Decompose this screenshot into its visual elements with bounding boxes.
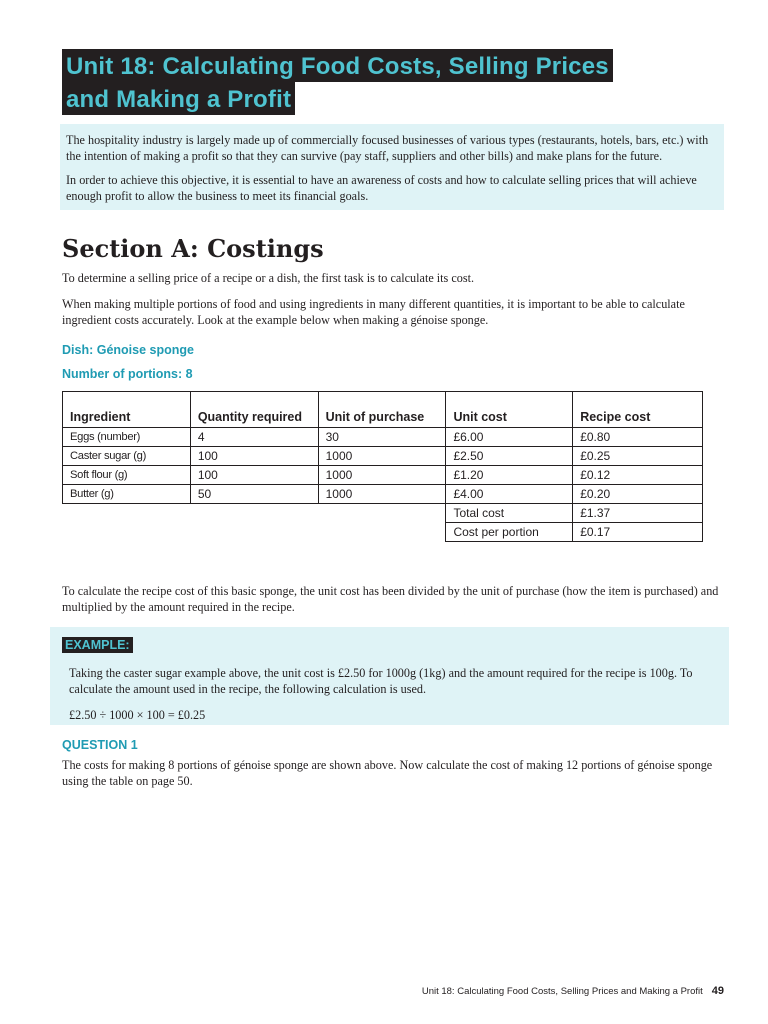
section-title: Section A: Costings [62, 234, 324, 263]
cost-per-portion-value: £0.17 [573, 523, 703, 542]
table-cell: 1000 [318, 447, 446, 466]
table-row [63, 466, 703, 485]
column-header: Unit cost [446, 392, 573, 428]
table-cell: £0.20 [573, 485, 703, 504]
table-cell: 100 [190, 466, 318, 485]
column-header: Ingredient [63, 392, 191, 428]
table-row [63, 428, 703, 447]
table-cell: £6.00 [446, 428, 573, 447]
example-tag: EXAMPLE: [62, 637, 133, 653]
explanation-paragraph: To calculate the recipe cost of this basic sponge, the unit cost has been divided by the unit of purchase (how the item is purchased) and multiplied by the amount required in the recipe. [62, 584, 719, 614]
table-cell: £0.80 [573, 428, 703, 447]
table-cell: 4 [190, 428, 318, 447]
total-cost-value: £1.37 [573, 504, 703, 523]
footer-text: Unit 18: Calculating Food Costs, Selling Prices and Making a Profit [421, 986, 703, 997]
dish-label: Dish: Génoise sponge [62, 343, 194, 357]
example-text: Taking the caster sugar example above, the unit cost is £2.50 for 1000g (1kg) and the amount required for the recipe is 100g. To calculate the amount used in the recipe, the following calculation is used. [69, 666, 693, 696]
table-cell: 30 [318, 428, 446, 447]
table-cell: £1.20 [446, 466, 573, 485]
column-header: Quantity required [190, 392, 318, 428]
section-paragraph-2: When making multiple portions of food and using ingredients in many different quantities, it is important to be able to calculate ingredient costs accurately. Look at the example below when making a génoise sponge. [62, 297, 685, 327]
total-cost-row [63, 504, 703, 523]
intro-box [60, 124, 724, 210]
intro-paragraph-2: In order to achieve this objective, it is essential to have an awareness of costs and how to calculate selling prices that will achieve enough profit to allow the business to meet its financial goals. [66, 173, 697, 203]
table-header-row [63, 392, 703, 428]
cost-per-portion-row [63, 523, 703, 542]
page-footer [420, 985, 724, 997]
total-cost-label: Total cost [446, 504, 573, 523]
table-cell: 1000 [318, 466, 446, 485]
column-header: Recipe cost [573, 392, 703, 428]
table-cell: 50 [190, 485, 318, 504]
question-text: The costs for making 8 portions of génoise sponge are shown above. Now calculate the cost of making 12 portions of génoise sponge using the table on page 50. [62, 758, 713, 788]
portions-label: Number of portions: 8 [62, 367, 193, 381]
table-cell: £0.25 [573, 447, 703, 466]
title-line-2: and Making a Profit [62, 82, 295, 115]
table-cell: Caster sugar (g) [63, 447, 191, 466]
cost-per-portion-label: Cost per portion [446, 523, 573, 542]
question-label: QUESTION 1 [62, 738, 138, 752]
example-calculation: £2.50 ÷ 1000 × 100 = £0.25 [69, 708, 206, 722]
intro-paragraph-1: The hospitality industry is largely made up of commercially focused businesses of various types (restaurants, hotels, bars, etc.) with the intention of making a profit so that they can survive (pay staff, suppliers and other bills) and make plans for the future. [66, 133, 709, 163]
table-cell: £0.12 [573, 466, 703, 485]
section-paragraph-1: To determine a selling price of a recipe or a dish, the first task is to calculate its cost. [62, 271, 475, 285]
table-row [63, 447, 703, 466]
column-header: Unit of purchase [318, 392, 446, 428]
table-cell: Butter (g) [63, 485, 191, 504]
table-cell: Soft flour (g) [63, 466, 191, 485]
page-number: 49 [711, 985, 724, 997]
costing-table [62, 391, 703, 542]
table-row [63, 485, 703, 504]
table-cell: Eggs (number) [63, 428, 191, 447]
table-cell: £2.50 [446, 447, 573, 466]
page-title [62, 49, 613, 115]
title-line-1: Unit 18: Calculating Food Costs, Selling Prices [62, 49, 613, 82]
table-cell: £4.00 [446, 485, 573, 504]
table-cell: 100 [190, 447, 318, 466]
table-cell: 1000 [318, 485, 446, 504]
